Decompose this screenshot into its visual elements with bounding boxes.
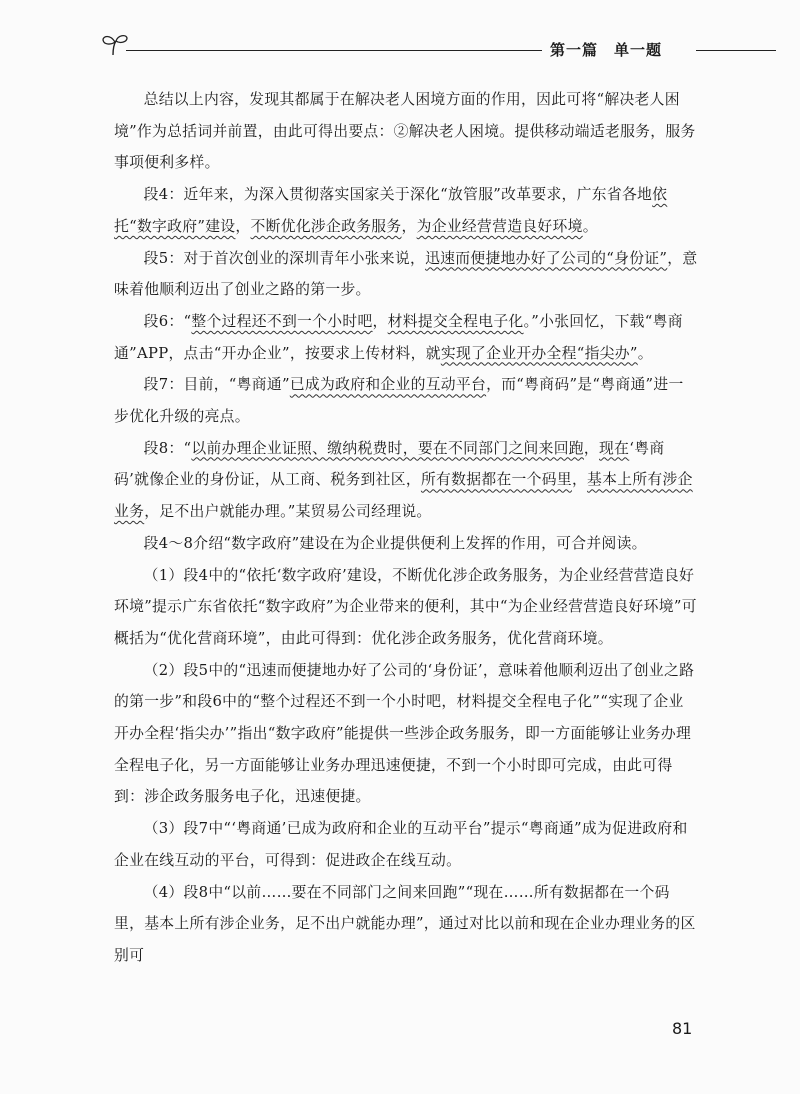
underlined-phrase: 依托“数字政府”建设: [114, 186, 668, 235]
text-segment: ，: [235, 217, 251, 235]
text-segment: ‘粤商码’就像企业的身份证，从工商、税务到社区，: [114, 439, 665, 489]
paragraph: [114, 369, 698, 432]
underlined-phrase: 现在: [599, 439, 630, 457]
paragraph: [114, 243, 698, 306]
text-segment: 。: [582, 217, 598, 235]
text-segment: 。”小张回忆，下载“粤商通”APP，点击“开办企业”，按要求上传材料，就: [114, 312, 683, 362]
sprout-icon: [100, 30, 130, 60]
text-segment: 段4：近年来，为深入贯彻落实国家关于深化“放管服”改革要求，广东省各地: [143, 186, 653, 204]
underlined-phrase: 材料提交全程电子化: [387, 312, 524, 330]
paragraph: [114, 179, 698, 242]
paragraph: [114, 433, 698, 528]
underlined-phrase: 为企业经营营造良好环境: [416, 217, 583, 235]
text-segment: ，意味着他顺利迈出了创业之路的第一步。: [114, 249, 698, 299]
text-segment: ，足不出户就能办理。”某贸易公司经理说。: [144, 503, 432, 521]
text-segment: 段4～8介绍“数字政府”建设在为企业提供便利上发挥的作用，可合并阅读。: [143, 534, 647, 552]
text-segment: （4）段8中“以前……要在不同部门之间来回跑”“现在……所有数据都在一个码里，基本上所有涉企业务，足不出户就能办理”，通过对比以前和现在企业办理业务的区别可: [114, 883, 696, 964]
page-number: 81: [672, 1019, 693, 1038]
text-segment: 段8：“: [143, 439, 192, 457]
header-rule-right: [696, 50, 776, 51]
paragraph: [114, 84, 698, 179]
underlined-phrase: 不断优化涉企政务服务: [250, 217, 402, 235]
text-segment: （1）段4中的“依托‘数字政府’建设，不断优化涉企政务服务，为企业经营营造良好环境”提示广东省依托“数字政府”为企业带来的便利，其中“为企业经营营造良好环境”可概括为“优化营商环境”，由此可得到：优化涉企政务服务，优化营商环境。: [114, 566, 697, 647]
underlined-phrase: 所有数据都在一个码里: [420, 471, 572, 489]
text-segment: 。: [637, 344, 653, 362]
chapter-title: 第一篇 单一题: [550, 41, 663, 59]
text-segment: （2）段5中的“迅速而便捷地办好了公司的‘身份证’，意味着他顺利迈出了创业之路的第一步”和段6中的“整个过程还不到一个小时吧，材料提交全程电子化”“实现了企业开办全程‘指尖办’”指出“数字政府”能提供一些涉企政务服务，即一方面能够让业务办理全程电子化，另一方面能够让业务办理迅速便捷，不到一个小时即可完成，由此可得到：涉企政务服务电子化，迅速便捷。: [114, 661, 695, 806]
underlined-phrase: 基本上所有涉企业务: [114, 471, 693, 521]
paragraph: [114, 560, 698, 655]
paragraph: [114, 528, 698, 560]
running-header: [100, 30, 775, 64]
underlined-phrase: 已成为政府和企业的互动平台: [289, 376, 487, 394]
underlined-phrase: 整个过程还不到一个小时吧: [191, 312, 373, 330]
paragraph: [114, 655, 698, 814]
text-segment: 段7：目前，“粤商通”: [143, 376, 290, 394]
text-segment: ，而“粤商码”是“粤商通”进一步优化升级的亮点。: [114, 376, 684, 426]
underlined-phrase: 以前办理企业证照、缴纳税费时，要在不同部门之间来回跑: [191, 439, 584, 457]
paragraph: [114, 813, 698, 876]
page-body: [114, 84, 698, 972]
text-segment: 段6：“: [143, 312, 192, 330]
underlined-phrase: 迅速而便捷地办好了公司的“身份证”: [425, 249, 668, 267]
text-segment: （3）段7中“‘粤商通’已成为政府和企业的互动平台”提示“粤商通”成为促进政府和企业在线互动的平台，可得到：促进政企在线互动。: [114, 820, 688, 869]
text-segment: 段5：对于首次创业的深圳青年小张来说，: [143, 249, 426, 267]
text-segment: ，: [372, 312, 388, 330]
text-segment: ，: [401, 217, 417, 235]
underlined-phrase: 实现了企业开办全程“指尖办”: [440, 344, 638, 362]
text-segment: ，: [571, 471, 588, 489]
text-segment: ，: [583, 439, 600, 457]
header-rule-left: [126, 50, 542, 51]
paragraph: [114, 877, 698, 972]
paragraph: [114, 306, 698, 369]
text-segment: 总结以上内容，发现其都属于在解决老人困境方面的作用，因此可将“解决老人困境”作为总括词并前置，由此可得出要点：②解决老人困境。提供移动端适老服务，服务事项便利多样。: [114, 91, 696, 172]
